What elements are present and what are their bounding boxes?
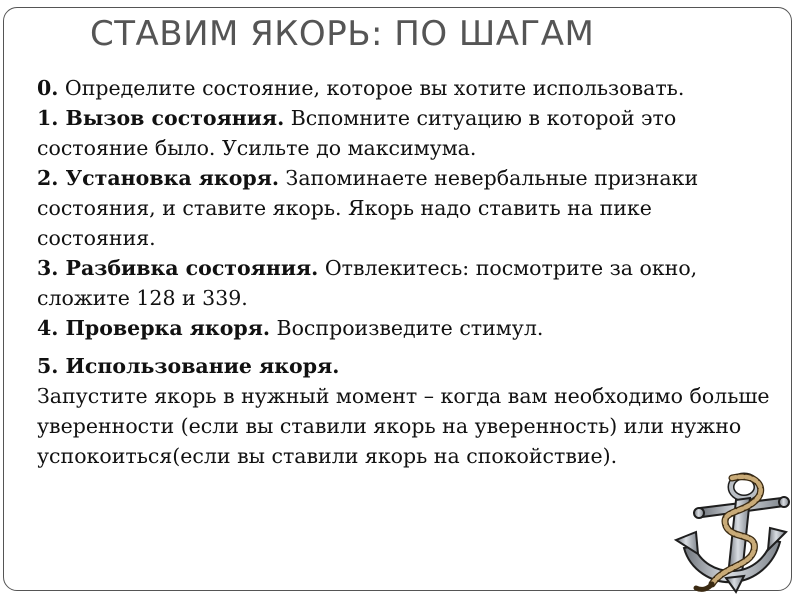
step-label: 1. Вызов состояния. [37, 106, 285, 130]
step-2 [37, 163, 772, 253]
step-text: Запоминаете невербальные признаки состояния, и ставите якорь. Якорь надо ставить на пике состояния. [37, 166, 699, 250]
slide-title: СТАВИМ ЯКОРЬ: ПО ШАГАМ [90, 14, 595, 54]
steps-list [37, 73, 772, 471]
anchor-with-rope-icon [672, 470, 790, 595]
step-text: Запустите якорь в нужный момент – когда вам необходимо больше уверенности (если вы ставили якорь на уверенность) или нужно успокоиться(если вы ставили якорь на спокойствие). [37, 384, 770, 468]
step-text: Вспомните ситуацию в которой это состояние было. Усильте до максимума. [37, 106, 677, 160]
step-text: Определите состояние, которое вы хотите использовать. [58, 76, 685, 100]
step-1 [37, 103, 772, 163]
step-text: Отвлекитесь: посмотрите за окно, сложите 128 и 339. [37, 256, 698, 310]
step-4 [37, 313, 772, 343]
step-text: Воспроизведите стимул. [270, 316, 544, 340]
step-label: 2. Установка якоря. [37, 166, 280, 190]
step-0 [37, 73, 772, 103]
step-label: 3. Разбивка состояния. [37, 256, 319, 280]
step-5 [37, 351, 772, 471]
step-3 [37, 253, 772, 313]
step-label: 0. [37, 76, 59, 100]
step-label: 5. Использование якоря. [37, 354, 340, 378]
step-label: 4. Проверка якоря. [37, 316, 270, 340]
